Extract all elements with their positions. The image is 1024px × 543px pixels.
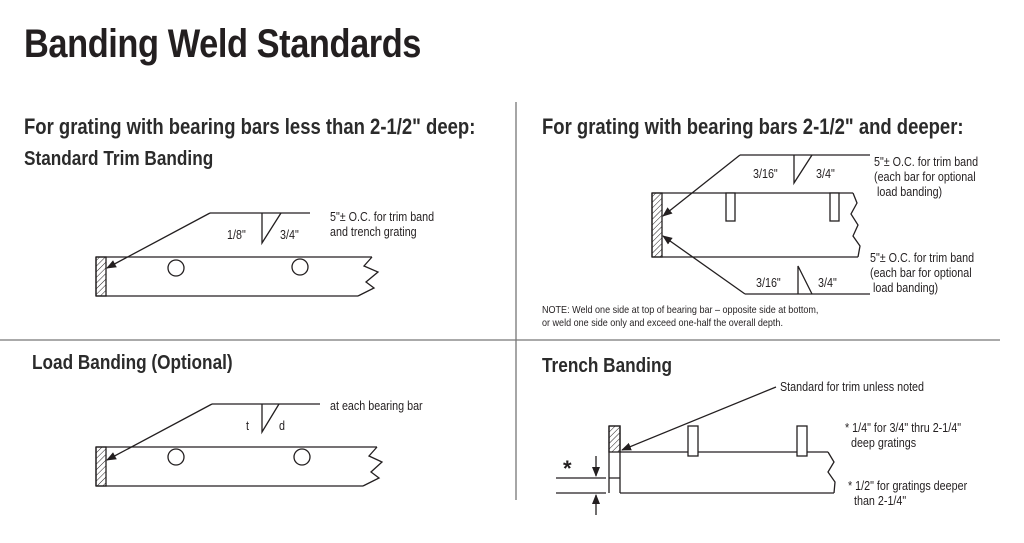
deep-bottom-weld-callout: 5"± O.C. for trim band (each bar for optional load banding) (870, 251, 975, 295)
trim-weld-size-label: 1/8" (227, 228, 246, 242)
trench-note-deep: * 1/2" for gratings deeper than 2-1/4" (848, 479, 968, 508)
trench-banding-diagram (556, 387, 835, 515)
deep-top-weld-callout: 5"± O.C. for trim band (each bar for optional load banding) (874, 155, 979, 199)
load-weld-size-label: t (246, 419, 249, 433)
weld-note: NOTE: Weld one side at top of bearing bar – opposite side at bottom, or weld one side only and exceed one-half the overall depth. (542, 304, 819, 329)
load-weld-callout: at each bearing bar (330, 399, 423, 413)
trim-weld-length-label: 3/4" (280, 228, 299, 242)
trim-weld-callout: 5"± O.C. for trim band and trench grating (330, 210, 435, 239)
deep-bottom-weld-length-label: 3/4" (818, 276, 837, 290)
trench-weld-callout: Standard for trim unless noted (780, 380, 925, 394)
load-banding-diagram (96, 404, 382, 486)
deep-bottom-weld-size-label: 3/16" (756, 276, 781, 290)
dimension-asterisk: * (563, 456, 572, 481)
page-title: Banding Weld Standards (24, 22, 422, 66)
trim-banding-subheading: Standard Trim Banding (24, 148, 214, 170)
load-banding-subheading: Load Banding (Optional) (32, 352, 233, 374)
right-section-heading: For grating with bearing bars 2-1/2" and deeper: (542, 114, 964, 139)
load-weld-length-label: d (279, 419, 285, 433)
deep-top-weld-length-label: 3/4" (816, 167, 835, 181)
deep-top-weld-size-label: 3/16" (753, 167, 778, 181)
left-section-heading: For grating with bearing bars less than 2-1/2" deep: (24, 114, 476, 139)
trench-banding-subheading: Trench Banding (542, 355, 672, 377)
trench-note-shallow: * 1/4" for 3/4" thru 2-1/4" deep gratings (845, 421, 962, 450)
